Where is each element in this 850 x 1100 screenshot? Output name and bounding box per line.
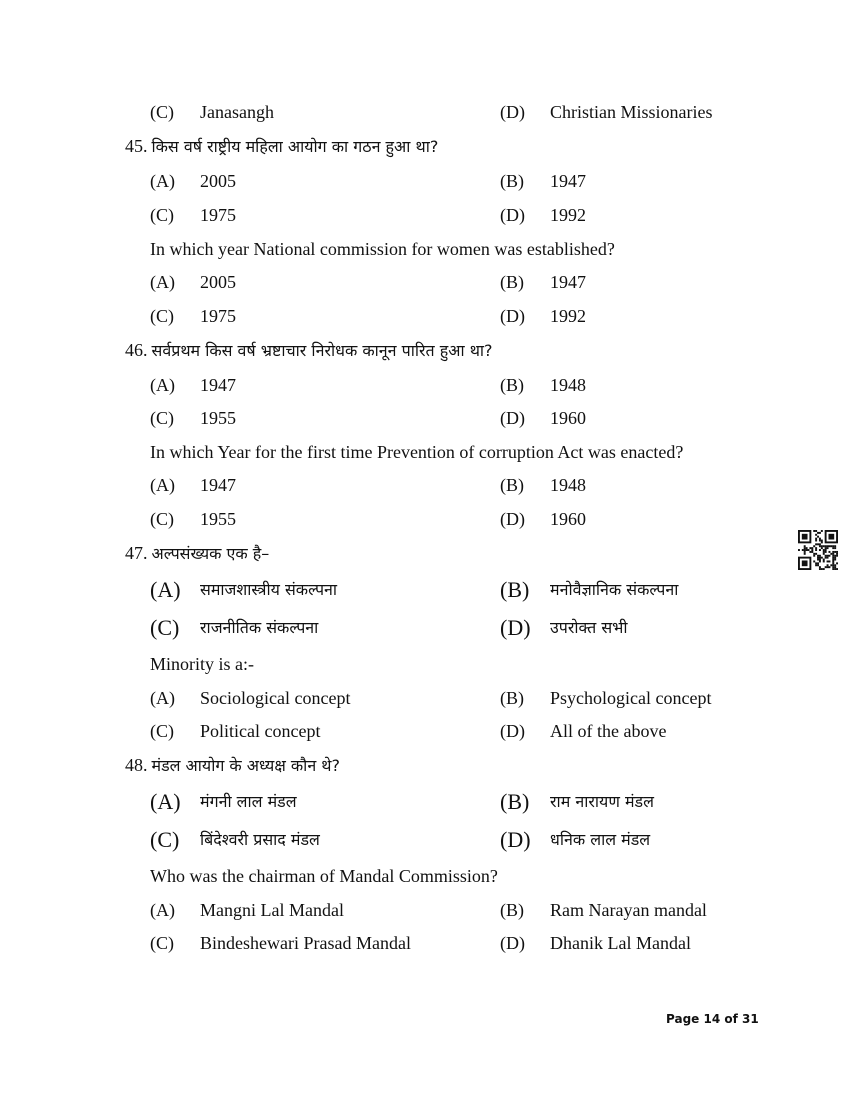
- option-a: [150, 575, 490, 605]
- option-label: (D): [500, 615, 531, 640]
- footer-prefix: Page: [666, 1012, 704, 1026]
- option-label: (A): [150, 900, 175, 920]
- option-label: (C): [150, 615, 180, 640]
- option-a: [150, 787, 490, 817]
- option-label: (B): [500, 272, 524, 292]
- option-a: [150, 200, 490, 230]
- option-text: 1992: [550, 306, 586, 326]
- option-label: (C): [150, 509, 174, 529]
- question-heading: [125, 335, 493, 365]
- option-b: [500, 575, 840, 605]
- option-label: (B): [500, 577, 530, 602]
- option-text: 1992: [550, 205, 586, 225]
- question-text-english: In which Year for the first time Prevention of corruption Act was enacted?: [150, 442, 684, 462]
- option-label: (C): [150, 102, 174, 122]
- option-text: 1947: [550, 171, 586, 191]
- option-text: Ram Narayan mandal: [550, 900, 707, 920]
- option-text: 1975: [200, 306, 236, 326]
- question-number: 45.: [125, 136, 148, 156]
- option-b: [500, 403, 840, 433]
- option-label: (D): [500, 721, 525, 741]
- option-text: Dhanik Lal Mandal: [550, 933, 691, 953]
- option-text: समाजशास्त्रीय संकल्पना: [200, 580, 338, 599]
- option-b: [500, 267, 840, 297]
- option-label: (C): [150, 827, 180, 852]
- option-label: (B): [500, 375, 524, 395]
- option-a: [150, 267, 490, 297]
- option-b: [500, 370, 840, 400]
- question-heading: [125, 750, 340, 780]
- option-a: [150, 166, 490, 196]
- question-text: सर्वप्रथम किस वर्ष भ्रष्टाचार निरोधक कानून पारित हुआ था?: [151, 341, 493, 360]
- option-text: Bindeshewari Prasad Mandal: [200, 933, 411, 953]
- option-text: Janasangh: [200, 102, 274, 122]
- option-text: धनिक लाल मंडल: [550, 830, 651, 849]
- option-text: Political concept: [200, 721, 321, 741]
- option-text: Christian Missionaries: [550, 102, 713, 122]
- option-label: (C): [150, 408, 174, 428]
- option-text: 2005: [200, 272, 236, 292]
- option-b: [500, 470, 840, 500]
- option-a: [150, 716, 490, 746]
- option-label: (D): [500, 102, 525, 122]
- option-label: (D): [500, 306, 525, 326]
- footer-current-page: 14: [703, 1012, 721, 1026]
- question-text: मंडल आयोग के अध्यक्ष कौन थे?: [151, 756, 340, 775]
- option-text: Sociological concept: [200, 688, 351, 708]
- option-b: [500, 504, 840, 534]
- question-heading: [125, 131, 438, 161]
- question-text: किस वर्ष राष्ट्रीय महिला आयोग का गठन हुआ था?: [151, 137, 439, 156]
- option-label: (D): [500, 408, 525, 428]
- option-text: 1975: [200, 205, 236, 225]
- option-label: (A): [150, 577, 181, 602]
- option-a: [150, 825, 490, 855]
- option-text: 1947: [200, 375, 236, 395]
- option-text: 1947: [200, 475, 236, 495]
- option-a: [150, 470, 490, 500]
- option-label: (B): [500, 171, 524, 191]
- option-b: [500, 895, 840, 925]
- option-label: (B): [500, 789, 530, 814]
- option-text: उपरोक्त सभी: [550, 618, 628, 637]
- option-text: Psychological concept: [550, 688, 712, 708]
- qr-code-icon: [798, 530, 838, 570]
- footer-total-pages: 31: [742, 1012, 759, 1026]
- question-number: 48.: [125, 755, 148, 775]
- option-label: (C): [150, 306, 174, 326]
- option-label: (A): [150, 475, 175, 495]
- option-a: [150, 97, 490, 127]
- option-b: [500, 683, 840, 713]
- option-label: (D): [500, 509, 525, 529]
- option-text: 1947: [550, 272, 586, 292]
- option-label: (B): [500, 900, 524, 920]
- question-heading: [125, 538, 269, 568]
- option-b: [500, 928, 840, 958]
- option-text: 1960: [550, 408, 586, 428]
- option-a: [150, 301, 490, 331]
- option-b: [500, 97, 840, 127]
- page-footer: [666, 1012, 759, 1026]
- option-a: [150, 403, 490, 433]
- question-text: अल्पसंख्यक एक है–: [151, 544, 270, 563]
- option-text: 1955: [200, 408, 236, 428]
- option-label: (B): [500, 688, 524, 708]
- question-text-english: In which year National commission for women was established?: [150, 239, 615, 259]
- option-label: (A): [150, 375, 175, 395]
- option-text: 1948: [550, 375, 586, 395]
- option-b: [500, 301, 840, 331]
- option-text: बिंदेश्वरी प्रसाद मंडल: [200, 830, 320, 849]
- option-text: राजनीतिक संकल्पना: [200, 618, 319, 637]
- option-a: [150, 370, 490, 400]
- option-label: (D): [500, 205, 525, 225]
- option-label: (A): [150, 688, 175, 708]
- option-label: (D): [500, 827, 531, 852]
- option-b: [500, 716, 840, 746]
- option-text: 1948: [550, 475, 586, 495]
- option-a: [150, 613, 490, 643]
- option-label: (A): [150, 789, 181, 814]
- option-label: (C): [150, 721, 174, 741]
- option-b: [500, 200, 840, 230]
- option-a: [150, 504, 490, 534]
- option-label: (D): [500, 933, 525, 953]
- option-a: [150, 895, 490, 925]
- option-b: [500, 787, 840, 817]
- question-text-english: Who was the chairman of Mandal Commission?: [150, 866, 498, 886]
- option-text: 1955: [200, 509, 236, 529]
- question-text-english: Minority is a:-: [150, 654, 254, 674]
- option-label: (A): [150, 272, 175, 292]
- option-label: (C): [150, 205, 174, 225]
- option-text: All of the above: [550, 721, 667, 741]
- option-b: [500, 613, 840, 643]
- option-text: 1960: [550, 509, 586, 529]
- option-label: (A): [150, 171, 175, 191]
- option-b: [500, 825, 840, 855]
- option-a: [150, 928, 490, 958]
- option-text: मंगनी लाल मंडल: [200, 792, 297, 811]
- option-text: राम नारायण मंडल: [550, 792, 654, 811]
- option-label: (C): [150, 933, 174, 953]
- question-number: 46.: [125, 340, 148, 360]
- option-text: Mangni Lal Mandal: [200, 900, 344, 920]
- option-b: [500, 166, 840, 196]
- question-number: 47.: [125, 543, 148, 563]
- option-label: (B): [500, 475, 524, 495]
- footer-middle: of: [720, 1012, 743, 1026]
- option-a: [150, 683, 490, 713]
- option-text: 2005: [200, 171, 236, 191]
- option-text: मनोवैज्ञानिक संकल्पना: [550, 580, 679, 599]
